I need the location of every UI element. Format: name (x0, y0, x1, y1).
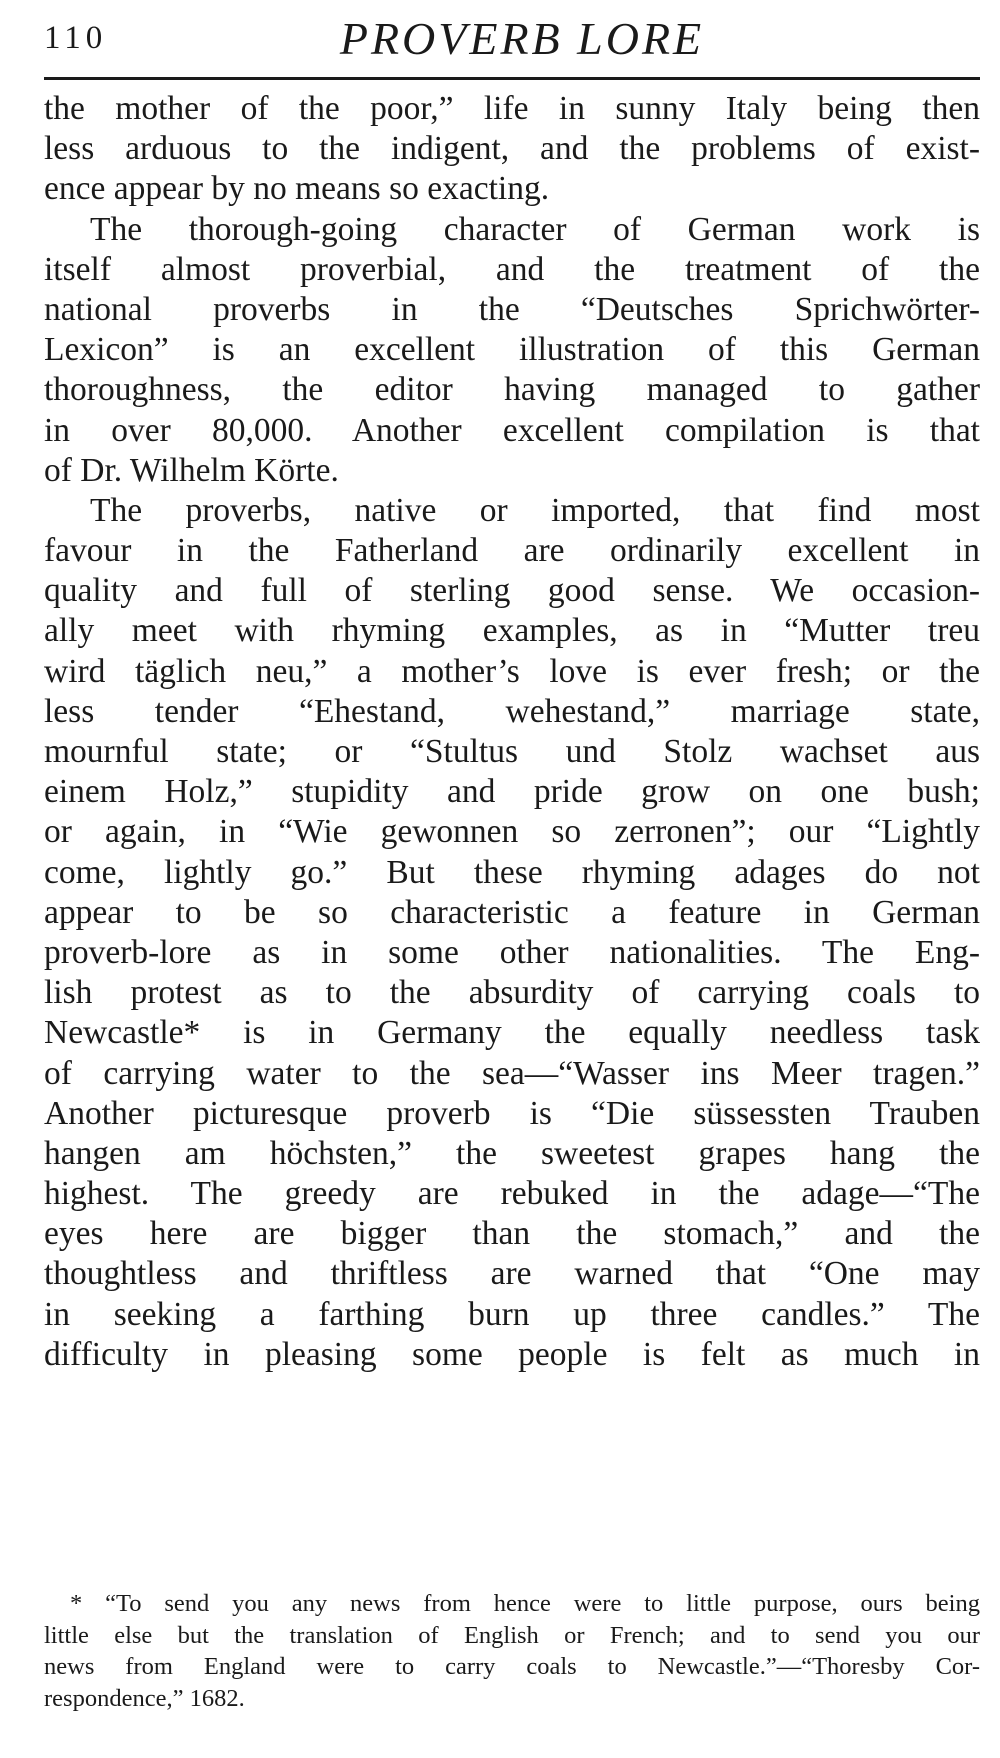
body-line: in over 80,000. Another excellent compilation is that (44, 411, 980, 449)
header-rule (44, 77, 980, 80)
body-line: einem Holz,” stupidity and pride grow on one bush; (44, 773, 980, 811)
body-line: difficulty in pleasing some people is felt as much in (44, 1335, 980, 1373)
body-line: ally meet with rhyming examples, as in “Mutter treu (44, 612, 980, 650)
body-line: less arduous to the indigent, and the problems of exist- (44, 130, 980, 168)
body-line: of Dr. Wilhelm Körte. (44, 451, 339, 489)
footnote-line: * “To send you any news from hence were to little purpose, ours being (70, 1590, 980, 1617)
body-line: quality and full of sterling good sense. We occasion- (44, 572, 980, 610)
body-line: thoughtless and thriftless are warned that “One may (44, 1255, 980, 1293)
body-line: The thorough-going character of German work is (90, 210, 980, 248)
body-line: eyes here are bigger than the stomach,” and the (44, 1215, 980, 1253)
body-line: lish protest as to the absurdity of carrying coals to (44, 974, 980, 1012)
body-line: ence appear by no means so exacting. (44, 170, 550, 208)
body-line: itself almost proverbial, and the treatment of the (44, 250, 980, 288)
running-title: PROVERB LORE (339, 13, 705, 64)
body-line: thoroughness, the editor having managed to gather (44, 371, 980, 409)
body-line: Newcastle* is in Germany the equally needless task (44, 1014, 980, 1052)
body-line: wird täglich neu,” a mother’s love is ever fresh; or the (44, 652, 980, 690)
body-text (44, 89, 980, 1375)
body-line: favour in the Fatherland are ordinarily excellent in (44, 532, 980, 570)
body-line: mournful state; or “Stultus und Stolz wachset aus (44, 733, 980, 770)
footnote-line: news from England were to carry coals to Newcastle.”—“Thoresby Cor- (44, 1653, 980, 1680)
footnote-line: little else but the translation of English or French; and to send you our (44, 1621, 980, 1649)
page-header (44, 8, 980, 80)
body-line: of carrying water to the sea—“Wasser ins Meer tragen.” (44, 1054, 980, 1092)
body-line: appear to be so characteristic a feature in German (44, 893, 980, 931)
body-line: in seeking a farthing burn up three candles.” The (44, 1295, 980, 1333)
page-number: 110 (44, 20, 108, 56)
body-line: less tender “Ehestand, wehestand,” marriage state, (44, 692, 980, 730)
body-line: Lexicon” is an excellent illustration of this German (44, 331, 980, 369)
body-line: highest. The greedy are rebuked in the adage—“The (44, 1175, 980, 1213)
body-line: hangen am höchsten,” the sweetest grapes hang the (44, 1134, 980, 1172)
body-line: the mother of the poor,” life in sunny Italy being then (44, 90, 980, 127)
footnote (44, 1588, 980, 1714)
footnote-line: respondence,” 1682. (44, 1684, 245, 1712)
body-line: come, lightly go.” But these rhyming adages do not (44, 853, 980, 891)
body-line: national proverbs in the “Deutsches Sprichwörter- (44, 290, 980, 328)
body-line: proverb-lore as in some other nationalities. The Eng- (44, 933, 980, 971)
body-line: The proverbs, native or imported, that find most (90, 491, 980, 529)
body-line: Another picturesque proverb is “Die süssessten Trauben (44, 1094, 980, 1132)
body-line: or again, in “Wie gewonnen so zerronen”; our “Lightly (44, 813, 980, 851)
